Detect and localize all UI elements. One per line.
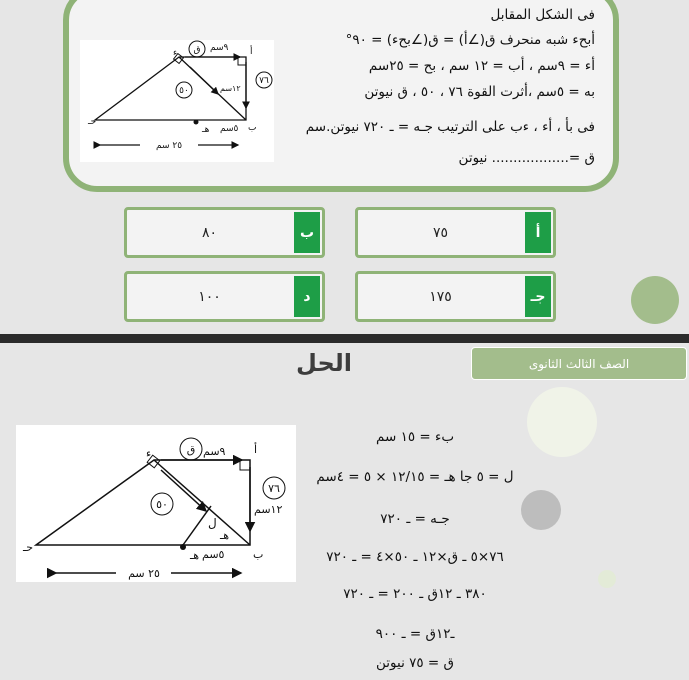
option-b-label: ب: [294, 212, 320, 253]
label-force-76: ٧٦: [259, 76, 269, 86]
label-c: حـ: [88, 117, 97, 127]
label-len-25: ٢٥ سم: [155, 141, 183, 151]
question-figure: [80, 40, 274, 162]
label-force-q: ق: [193, 45, 201, 55]
sol-label-h2: هـ: [220, 529, 230, 542]
question-line-1: فى الشكل المقابل: [490, 7, 595, 23]
sol-label-a: أ: [254, 443, 258, 456]
option-b[interactable]: [124, 207, 325, 258]
sol-label-len-25: ٢٥ سم: [128, 567, 160, 580]
label-a: أ: [250, 47, 253, 57]
solution-line-1: بء = ١٥ سم: [375, 429, 455, 445]
label-len-5: ٥سم: [220, 124, 239, 134]
solution-line-3: جـه = ـ ٧٢٠: [380, 511, 450, 527]
label-h: هـ: [202, 125, 210, 135]
sol-label-force-50: ٥٠: [156, 498, 168, 511]
label-len-9: ٩سم: [210, 43, 229, 53]
solution-trapezoid-diagram: [16, 425, 296, 582]
trapezoid-diagram: [80, 40, 274, 162]
sol-label-h: هـ: [190, 549, 200, 562]
sol-label-len-9: ٩سم: [203, 445, 226, 458]
sol-label-len-5: ٥سم: [202, 548, 225, 561]
option-d-value: ١٠٠: [198, 288, 221, 305]
solution-line-2: ل = ٥ جا هـ = ١٢/١٥ × ٥ = ٤سم: [316, 469, 514, 485]
label-force-50: ٥٠: [179, 86, 189, 96]
slide-divider: [0, 334, 689, 343]
option-c-value: ١٧٥: [429, 288, 452, 305]
solution-figure: [16, 425, 296, 582]
label-d: ء: [173, 48, 178, 58]
label-b: ب: [248, 123, 257, 133]
solution-title: الحل: [296, 349, 352, 377]
question-line-4: به = ٥سم ،أثرت القوة ٧٦ ، ٥٠ ، ق نيوتن: [364, 84, 595, 100]
solution-slide: [0, 343, 689, 680]
sol-label-l: ل: [208, 516, 217, 530]
question-line-6: ق =.................. نيوتن: [458, 150, 595, 166]
question-slide: [0, 0, 689, 334]
question-box: [63, 0, 619, 192]
decor-circle-large: [527, 387, 597, 457]
option-c[interactable]: [355, 271, 556, 322]
option-a-value: ٧٥: [432, 224, 449, 241]
solution-line-4: ٧٦×٥ ـ ق×١٢ ـ ٥٠×٤ = ـ ٧٢٠: [326, 549, 504, 565]
solution-line-5: ٣٨٠ ـ ١٢ق ـ ٢٠٠ = ـ ٧٢٠: [343, 586, 487, 602]
question-line-3: أء = ٩سم ، أب = ١٢ سم ، بح = ٢٥سم: [368, 58, 595, 74]
question-line-2: أبحء شبه منحرف ق(∠أ) = ق(∠بحء) = ٩٠°: [345, 32, 595, 48]
question-line-5: فى بأ ، أء ، ءب على الترتيب جـه = ـ ٧٢٠ نيوتن.سم: [305, 119, 595, 135]
option-d-label: د: [294, 276, 320, 317]
decor-circle: [631, 276, 679, 324]
sol-label-force-76: ٧٦: [268, 482, 280, 495]
solution-line-6: ـ١٢ق = ـ ٩٠٠: [375, 626, 455, 642]
option-a-label: أ: [525, 212, 551, 253]
decor-circle-small: [598, 570, 616, 588]
grade-badge: الصف الثالث الثانوى: [471, 347, 687, 380]
option-a[interactable]: [355, 207, 556, 258]
sol-label-len-12: ١٢سم: [254, 503, 283, 516]
option-b-value: ٨٠: [201, 224, 218, 241]
option-c-label: جـ: [525, 276, 551, 317]
solution-line-7: ق = ٧٥ نيوتن: [375, 655, 455, 671]
sol-label-d: ء: [146, 447, 152, 460]
sol-label-b: ب: [253, 548, 264, 561]
label-len-12: ١٢سم: [220, 84, 241, 93]
sol-label-c: حـ: [23, 541, 34, 554]
option-d[interactable]: [124, 271, 325, 322]
sol-label-force-q: ق: [186, 443, 196, 456]
